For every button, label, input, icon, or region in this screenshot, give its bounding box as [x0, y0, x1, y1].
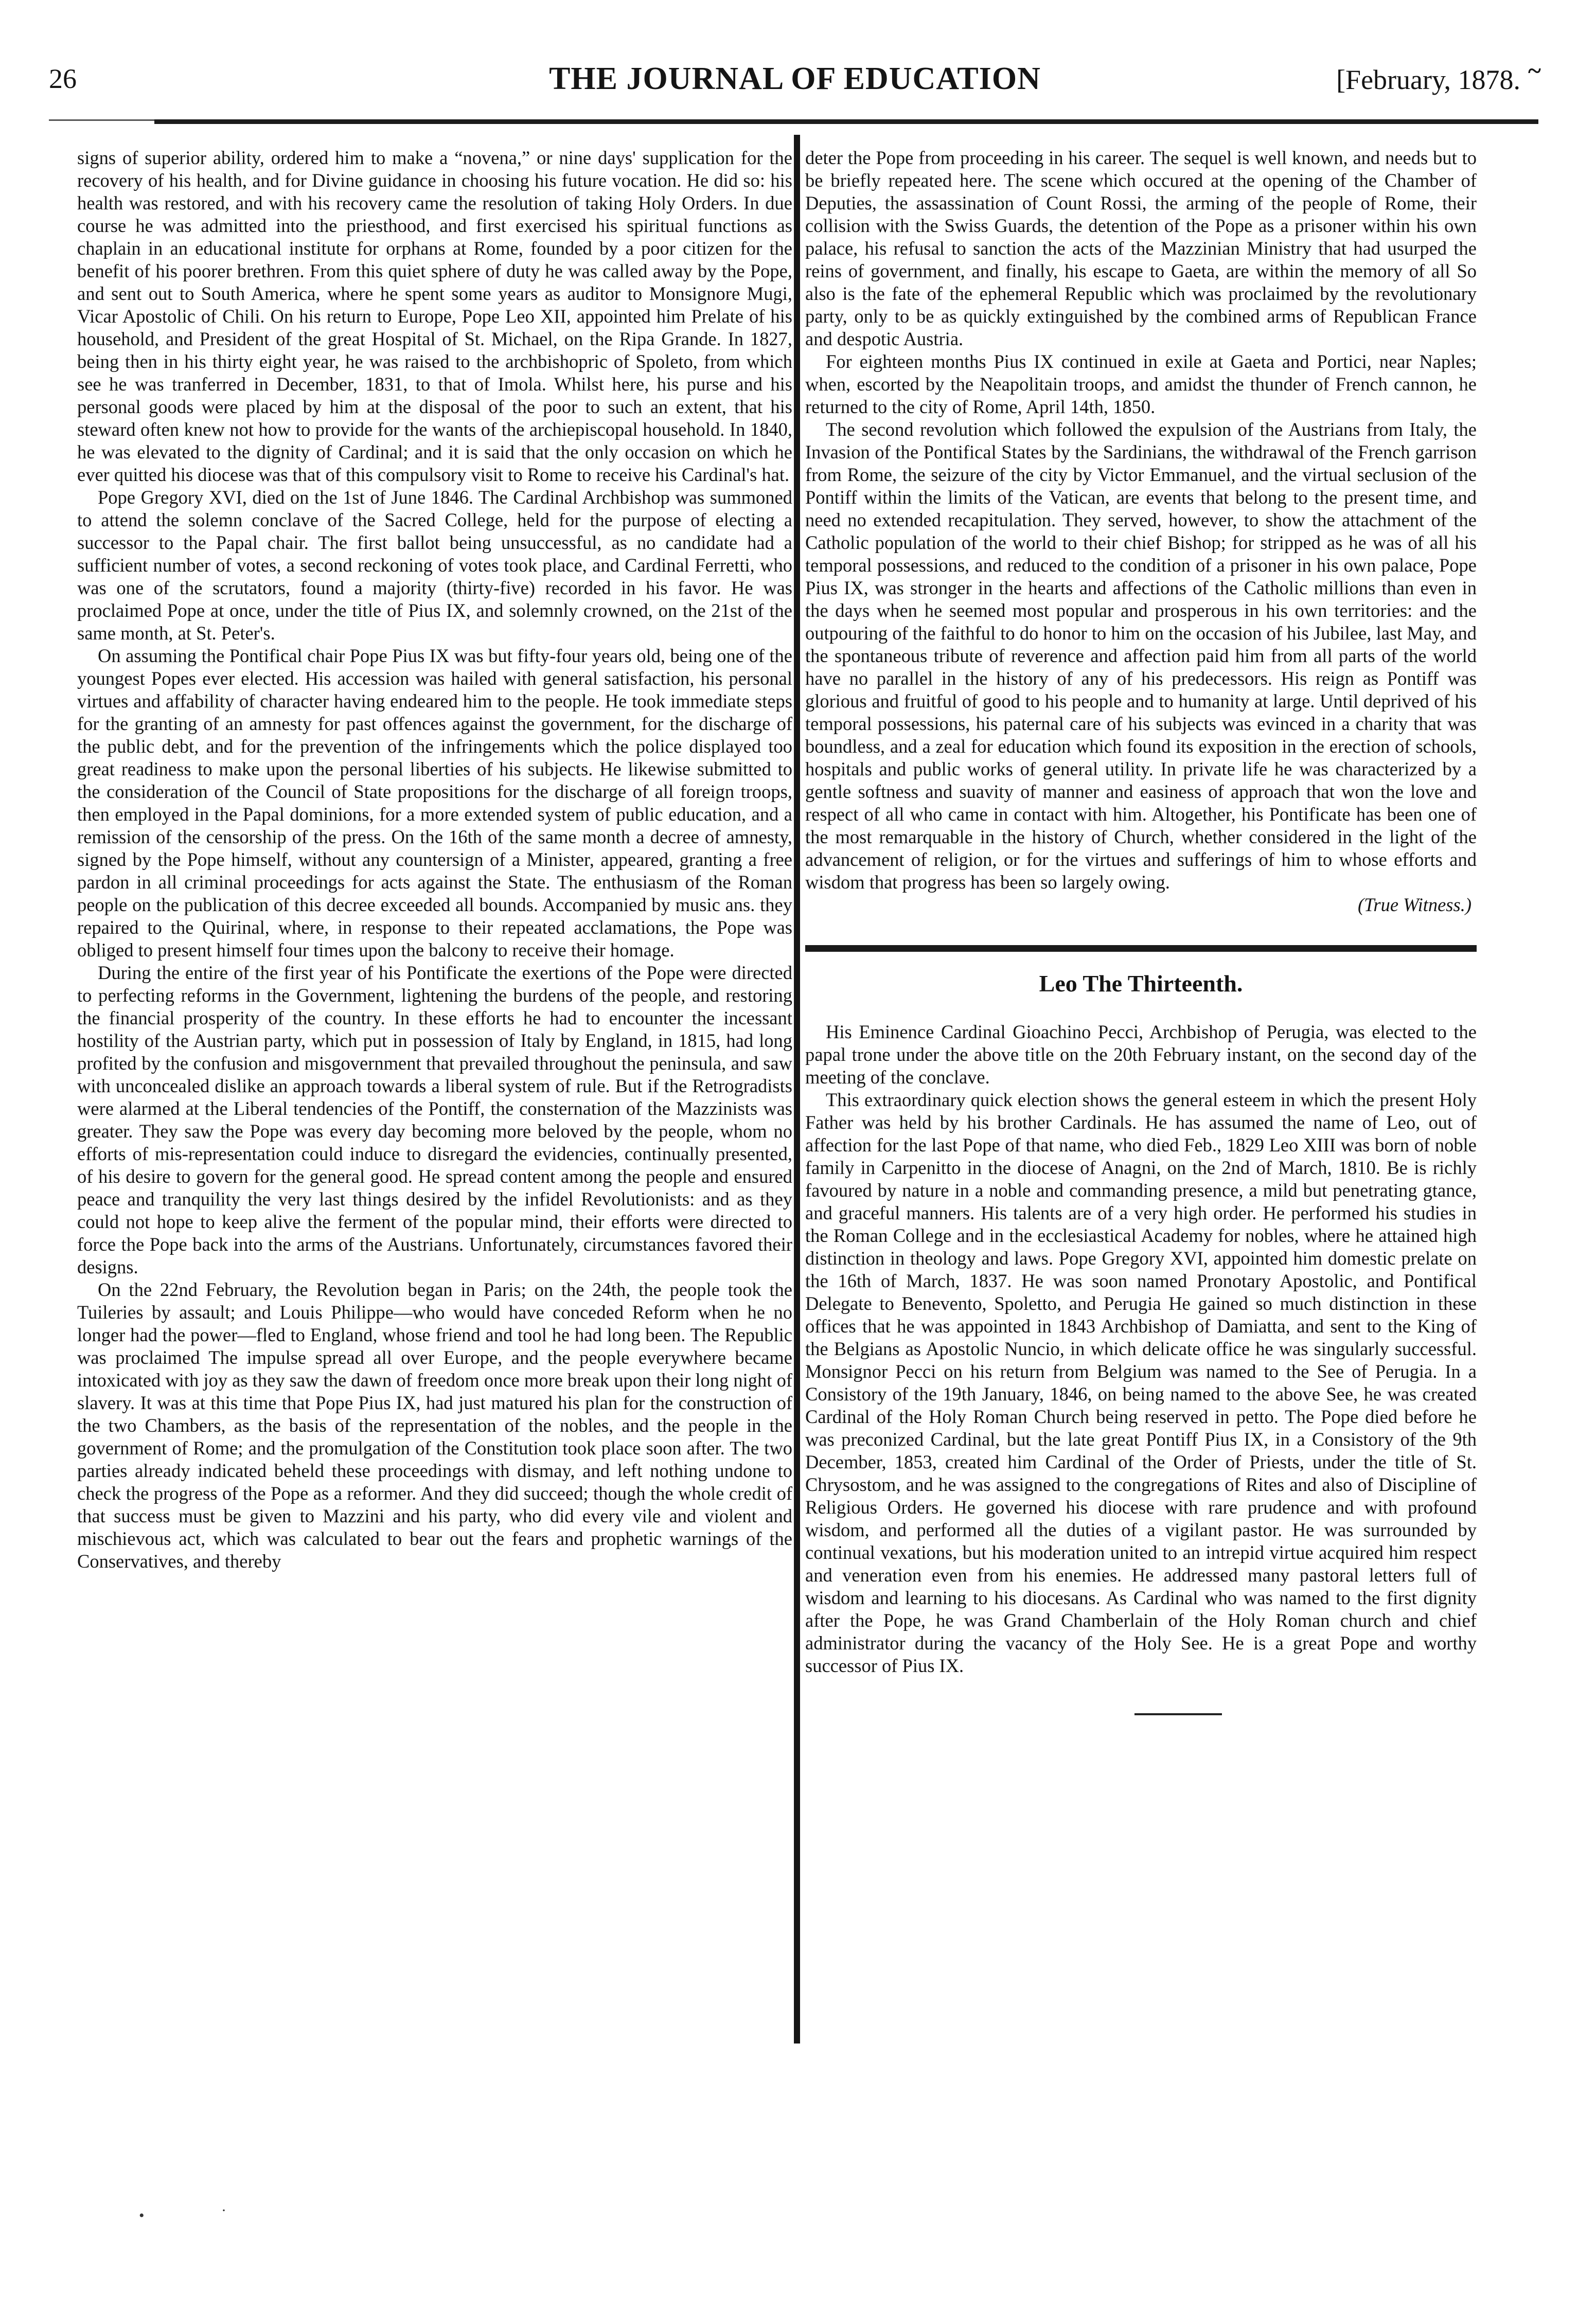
right-column [805, 147, 1477, 1715]
body-paragraph: On the 22nd February, the Revolution began in Paris; on the 24th, the people took the Tuileries by assault; and Louis Philippe—who would have conceded Reform when he no longer had the power—fled to England, whose friend and tool he had long been. The Republic was proclaimed The impulse spread all over Europe, and the people everywhere became intoxicated with joy as they saw the dawn of freedom once more break upon their long night of slavery. It was at this time that Pope Pius IX, had just matured his plan for the construction of the two Chambers, as the basis of the representation of the nobles, and the people in the government of Rome; and the promulgation of the Constitution took place soon after. The two parties already indicated beheld these proceedings with dismay, and left nothing undone to check the progress of the Pope as a reformer. And they did succeed; though the whole credit of that success must be given to Mazzini and his party, who did every vile and violent and mischievous act, which was calculated to bear out the fears and prophetic warnings of the Conservatives, and thereby [77, 1279, 792, 1572]
body-paragraph: The second revolution which followed the expulsion of the Austrians from Italy, the Invasion of the Pontifical States by the Sardinians, the withdrawal of the French garrison from Rome, the seizure of the city by Victor Emmanuel, and the virtual seclusion of the Pontiff within the limits of the Vatican, are events that belong to the present time, and need no extended recapitulation. They served, however, to show the attachment of the Catholic population of the world to their chief Bishop; for stripped as he was of all his temporal possessions, and reduced to the condition of a prisoner in his own palace, Pope Pius IX, was stronger in the hearts and affections of the Catholic millions than even in the days when he seemed most popular and prosperous in his own territories: and the outpouring of the faithful to do honor to him on the occasion of his Jubilee, last May, and the spontaneous tribute of reverence and affection paid him from all parts of the world have no parallel in the history of any of his predecessors. His reign as Pontiff was glorious and fruitful of good to his people and to humanity at large. Until deprived of his temporal possessions, his paternal care of his subjects was evinced in a charity that was boundless, and a zeal for education which found its exposition in the erection of schools, hospitals and public works of general utility. In private life he was characterized by a gentle softness and suavity of manner and easiness of approach that won the love and respect of all who came in contact with him. Altogether, his Pontificate has been one of the most remarquable in the history of Church, whether considered in the light of the advancement of religion, or for the virtues and sufferings of him to whose efforts and wisdom that progress has been so largely owing. [805, 419, 1477, 893]
print-speck: · [221, 2202, 226, 2219]
body-paragraph: For eighteen months Pius IX continued in exile at Gaeta and Portici, near Naples; when, escorted by the Neapolitain troops, and amidst the thunder of French cannon, he returned to the city of Rome, April 14th, 1850. [805, 351, 1477, 417]
body-paragraph: His Eminence Cardinal Gioachino Pecci, Archbishop of Perugia, was elected to the papal trone under the above title on the 20th February instant, on the second day of the meeting of the conclave. [805, 1021, 1477, 1088]
header-rule [154, 119, 1538, 124]
section-heading: Leo The Thirteenth. [1039, 970, 1243, 997]
column-divider [794, 135, 800, 2044]
page-number: 26 [49, 63, 77, 94]
issue-date: [February, 1878. [1336, 64, 1520, 95]
end-rule [1134, 1713, 1222, 1715]
body-paragraph: Pope Gregory XVI, died on the 1st of June 1846. The Cardinal Archbishop was summoned to attend the solemn conclave of the Sacred College, held for the purpose of electing a successor to the Papal chair. The first ballot being unsuccessful, as no candidate had a sufficient number of votes, a second reckoning of votes took place, and Cardinal Ferretti, who was one of the scrutators, found a majority (thirty-five) recorded in his favor. He was proclaimed Pope at once, under the title of Pius IX, and solemnly crowned, on the 21st of the same month, at St. Peter's. [77, 487, 792, 644]
body-paragraph: deter the Pope from proceeding in his career. The sequel is well known, and needs but to be briefly repeated here. The scene which occured at the opening of the Chamber of Deputies, the assassination of Count Rossi, the arming of the people of Rome, their collision with the Swiss Guards, the detention of the Pope as a prisoner within his own palace, his refusal to sanction the acts of the Mazzinian Ministry that had usurped the reins of government, and finally, his escape to Gaeta, are within the memory of all So also is the fate of the ephemeral Republic which was proclaimed by the revolutionary party, only to be as quickly extinguished by the combined arms of Republican France and despotic Austria. [805, 147, 1477, 349]
body-paragraph: On assuming the Pontifical chair Pope Pius IX was but fifty-four years old, being one of the youngest Popes ever elected. His accession was hailed with general satisfaction, his personal virtues and affability of character having endeared him to the people. He took immediate steps for the granting of an amnesty for past offences against the government, for the discharge of the public debt, and for the prevention of the infringements which the police displayed too great readiness to make upon the personal liberties of his subjects. He likewise submitted to the consideration of the Council of State propositions for the discharge of all foreign troops, then employed in the Papal dominions, for a more extended system of public education, and a remission of the censorship of the press. On the 16th of the same month a decree of amnesty, signed by the Pope himself, without any countersign of a Minister, appeared, granting a free pardon in all criminal proceedings for acts against the State. The enthusiasm of the Roman people on the publication of this decree exceeded all bounds. Accompanied by music ans. they repaired to the Quirinal, where, in response to their repeated acclamations, the Pope was obliged to present himself four times upon the balcony to receive their homage. [77, 645, 792, 961]
left-column [77, 147, 792, 1573]
page-header [49, 57, 1541, 103]
section-separator [805, 945, 1477, 952]
body-paragraph: signs of superior ability, ordered him to make a “novena,” or nine days' supplication for the recovery of his health, and for Divine guidance in choosing his future vocation. He did so: his health was restored, and with his recovery came the resolution of taking Holy Orders. In due course he was admitted into the priesthood, and first exercised his spiritual functions as chaplain in an educational institute for orphans at Rome, founded by a poor citizen for the benefit of his poorer brethren. From this quiet sphere of duty he was called away by the Pope, and sent out to South America, where he spent some years as auditor to Monsignore Mugi, Vicar Apostolic of Chili. On his return to Europe, Pope Leo XII, appointed him Prelate of his household, and President of the great Hospital of St. Michael, on the Ripa Grande. In 1827, being then in his thirty eight year, he was raised to the archbishopric of Spoleto, from which see he was tranferred in December, 1831, to that of Imola. Whilst here, his purse and his personal goods were placed by him at the disposal of the poor to such an extent, that his steward often knew not how to provide for the wants of the archiepiscopal household. In 1840, he was elevated to the dignity of Cardinal; and it is said that the only occasion on which he ever quitted his diocese was that of this compulsory visit to Rome to receive his Cardinal's hat. [77, 147, 792, 485]
corner-mark: ~ [1528, 57, 1541, 84]
header-rule-thin [49, 119, 154, 121]
print-speck: • [139, 2207, 145, 2224]
body-paragraph: This extraordinary quick election shows the general esteem in which the present Holy Father was held by his brother Cardinals. He has assumed the name of Leo, out of affection for the last Pope of that name, who died Feb., 1829 Leo XIII was born of noble family in Carpenitto in the diocese of Anagni, on the 2nd of March, 1810. Be is richly favoured by nature in a noble and commanding presence, a mild but penetrating gtance, and graceful manners. His talents are of a very high order. He performed his studies in the Roman College and in the ecclesiastical Academy for nobles, where he attained high distinction in theology and laws. Pope Gregory XVI, appointed him domestic prelate on the 16th of March, 1837. He was soon named Pronotary Apostolic, and Pontifical Delegate to Benevento, Spoletto, and Perugia He gained so much distinction in these offices that he was appointed in 1843 Archbishop of Damiatta, and sent to the King of the Belgians as Apostolic Nuncio, in which delicate office he was singularly successful. Monsignor Pecci on his return from Belgium was named to the See of Perugia. In a Consistory of the 19th January, 1846, on being named to the above See, he was created Cardinal of the Holy Roman Church being reserved in petto. The Pope died before he was preconized Cardinal, but the late great Pontiff Pius IX, in a Consistory of the 9th December, 1853, created him Cardinal of the Order of Priests, under the title of St. Chrysostom, and he was assigned to the congregations of Rites and also of Discipline of Religious Orders. He governed his diocese with rare prudence and with profound wisdom, and performed all the duties of a vigilant pastor. He was surrounded by continual vexations, but his moderation united to an intrepid virtue acquired him respect and veneration even from his enemies. He addressed many pastoral letters full of wisdom and learning to his diocesans. As Cardinal who was named to the first dignity after the Pope, he was Grand Chamberlain of the Holy Roman church and chief administrator during the vacancy of the Holy See. He is a great Pope and worthy successor of Pius IX. [805, 1089, 1477, 1676]
source-credit: (True Witness.) [1357, 894, 1471, 915]
journal-title: THE JOURNAL OF EDUCATION [549, 61, 1041, 96]
body-paragraph: During the entire of the first year of his Pontificate the exertions of the Pope were directed to perfecting reforms in the Government, lightening the burdens of the people, and restoring the financial prosperity of the country. In these efforts he had to encounter the incessant hostility of the Austrian party, which put in possession of Italy by England, in 1815, had long profited by the confusion and misgovernment that prevailed throughout the peninsula, and saw with unconcealed dislike an approach towards a liberal system of rule. But if the Retrogradists were alarmed at the Liberal tendencies of the Pontiff, the consternation of the Mazzinists was greater. They saw the Pope was every day becoming more beloved by the people, whom no efforts of mis-representation could induce to disregard the evidencies, continually presented, of his desire to govern for the general good. He spread content among the people and ensured peace and tranquility the very last things desired by the infidel Revolutionists: and as they could not hope to keep alive the ferment of the popular mind, their efforts were directed to force the Pope back into the arms of the Austrians. Unfortunately, circumstances favored their designs. [77, 962, 792, 1277]
